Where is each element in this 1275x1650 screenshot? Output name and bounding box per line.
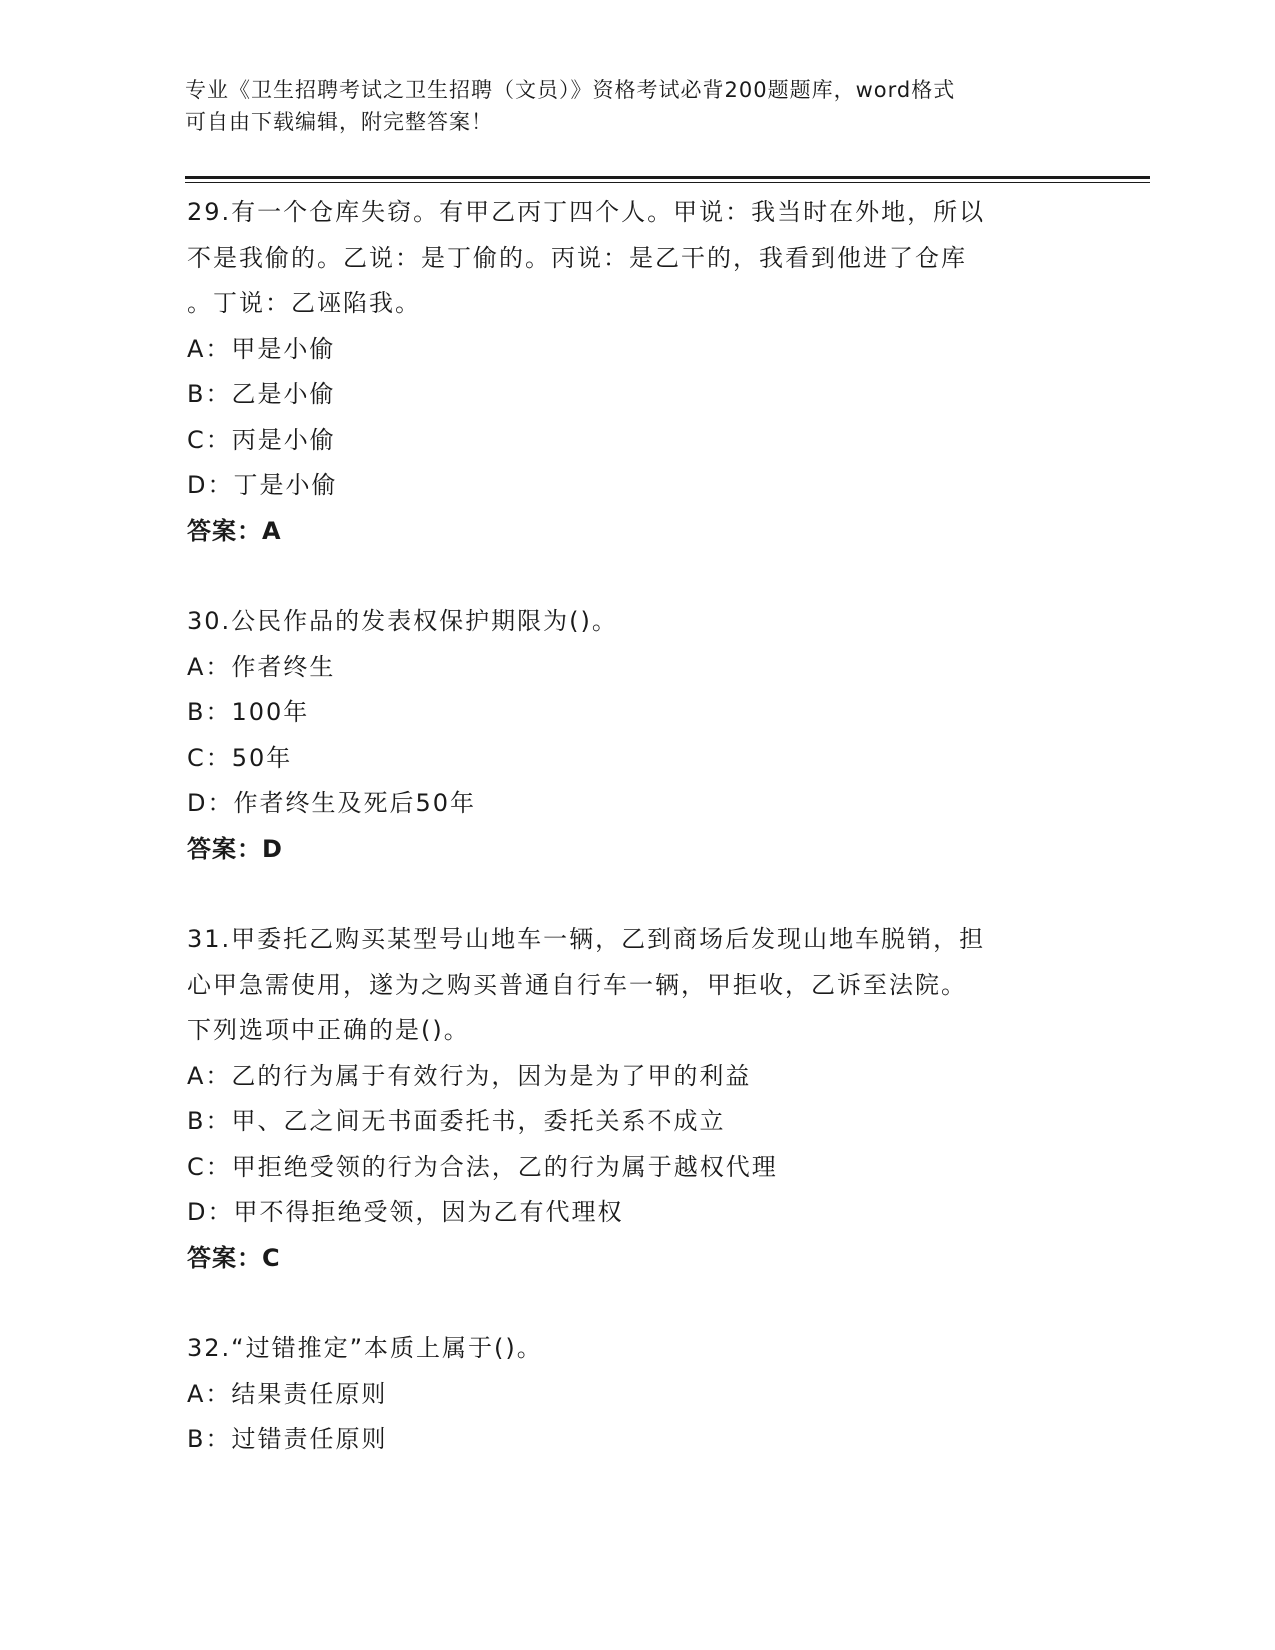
option-a: A：甲是小偷 xyxy=(187,334,336,363)
question-text: 29.有一个仓库失窃。有甲乙丙丁四个人。甲说：我当时在外地，所以 xyxy=(187,198,986,226)
option-d: D：作者终生及死后50年 xyxy=(187,789,477,817)
answer-text: 答案：D xyxy=(187,834,283,863)
question-list xyxy=(187,190,1087,1463)
answer-text: 答案：C xyxy=(187,1243,281,1272)
question-text: 。丁说：乙诬陷我。 xyxy=(187,289,421,317)
answer-text: 答案：A xyxy=(187,516,282,545)
option-a: A：作者终生 xyxy=(187,652,336,681)
header-divider xyxy=(185,176,1150,179)
option-c: C：甲拒绝受领的行为合法，乙的行为属于越权代理 xyxy=(187,1152,778,1181)
question-31 xyxy=(187,917,1087,1281)
header-line: 可自由下载编辑，附完整答案！ xyxy=(185,110,493,134)
option-c: C：50年 xyxy=(187,743,293,772)
option-b: B：乙是小偷 xyxy=(187,380,336,408)
header-line: 专业《卫生招聘考试之卫生招聘（文员）》资格考试必背200题题库，word格式 xyxy=(185,78,956,102)
option-a: A：乙的行为属于有效行为，因为是为了甲的利益 xyxy=(187,1061,752,1090)
question-text: 31.甲委托乙购买某型号山地车一辆，乙到商场后发现山地车脱销，担 xyxy=(187,925,986,953)
option-c: C：丙是小偷 xyxy=(187,425,336,454)
header-divider-thin xyxy=(185,182,1150,183)
document-header xyxy=(185,74,1085,138)
question-text: 32.“过错推定”本质上属于()。 xyxy=(187,1334,543,1362)
question-32 xyxy=(187,1326,1087,1463)
option-b: B：过错责任原则 xyxy=(187,1425,388,1453)
question-text: 不是我偷的。乙说：是丁偷的。丙说：是乙干的，我看到他进了仓库 xyxy=(187,243,967,272)
option-b: B：100年 xyxy=(187,698,310,726)
question-30 xyxy=(187,599,1087,872)
question-text: 下列选项中正确的是()。 xyxy=(187,1016,470,1044)
option-a: A：结果责任原则 xyxy=(187,1379,388,1408)
option-d: D：甲不得拒绝受领，因为乙有代理权 xyxy=(187,1198,624,1226)
question-29 xyxy=(187,190,1087,554)
question-text: 30.公民作品的发表权保护期限为()。 xyxy=(187,607,618,635)
option-b: B：甲、乙之间无书面委托书，委托关系不成立 xyxy=(187,1107,726,1135)
question-text: 心甲急需使用，遂为之购买普通自行车一辆，甲拒收，乙诉至法院。 xyxy=(187,970,967,999)
option-d: D：丁是小偷 xyxy=(187,471,338,499)
